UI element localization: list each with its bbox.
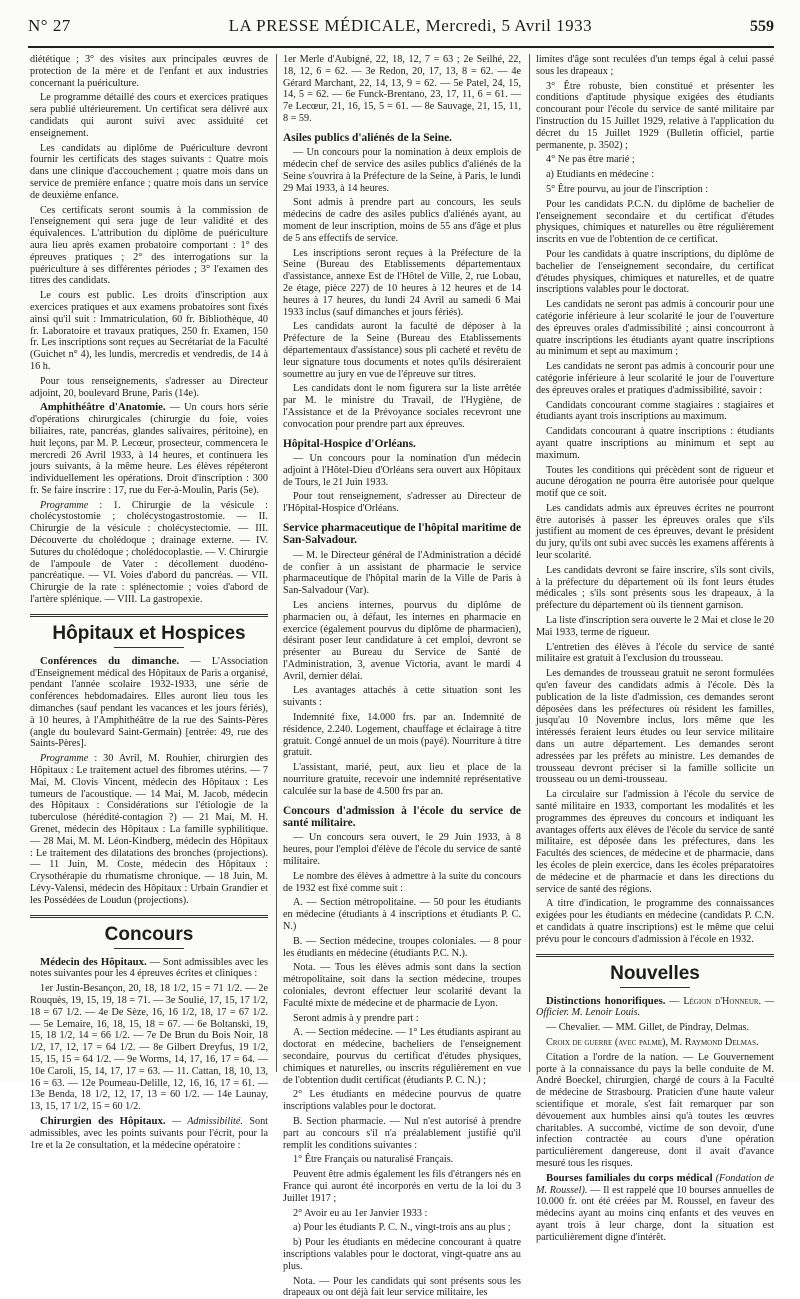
paragraph: — Un concours pour la nomination d'un médecin adjoint à l'Hôtel-Dieu d'Orléans sera ouvert aux Hôpitaux de Tours, le 21 Juin 1933.: [283, 452, 521, 488]
article-body: — L'Association d'Enseignement médical des Hôpitaux de Paris a organisé, pendant l'année scolaire 1932-1933, une série de conférences hebdomadaires. Elles auront lieu tous les dimanches (sauf pendant les vacances et les jours fériés), à 10 heures, à l'Amphithéâtre de la rue des Saints-Pères (angle du boulevard Saint-Germain) [entrée: 49, rue des Saints-Pères].: [30, 655, 268, 750]
paragraph: Indemnité fixe, 14.000 frs. par an. Indemnité de résidence, 2.240. Logement, chauffage et éclairage à titre gratuit. Congé annuel de un mois (payé). Nourriture à titre gratuit.: [283, 712, 521, 759]
paragraph: Peuvent être admis également les fils d'étrangers nés en France qui auront été incorporés en vertu de la loi du 3 Juillet 1917 ;: [283, 1169, 521, 1204]
distinction-citation: Citation a l'ordre de la nation. — Le Gouvernement porte à la connaissance du pays la belle conduite de M. André Boeckel, chirurgien, chargé de cours à la Faculté de médecine de Strasbourg. Praticien d'une haute valeur scientifique et morale, s'est fait remarquer par son dévouement aux humbles ainsi qu'à toutes les œuvres charitables. A succombé, victime de son devoir, d'une infection contractée au cours d'une opération particulièrement dangereuse, dont il avait d'avance mesuré tous les risques.: [536, 1051, 774, 1169]
article-subheading: — Légion d'Honneur.: [669, 995, 762, 1007]
paragraph: a) Pour les étudiants P. C. N., vingt-trois ans au plus ;: [293, 1222, 511, 1234]
article-distinctions: [536, 996, 774, 1020]
paragraph: b) Pour les étudiants en médecine concourant à quatre inscriptions valables pour le doctorat, vingt-quatre ans au plus.: [283, 1237, 521, 1272]
paragraph: 3° Être robuste, bien constitué et présenter les conditions d'aptitude physique exigées des étudiants concourant pour l'école du service de santé militaire par l'instruction du 15 Juillet 1929, relative à l'application du décret du 15 Juillet 1929 (Bulletin officiel, partie permanente, p. 3502) ;: [536, 80, 774, 151]
distinction-officier: — Officier. M. Lenoir Louis.: [536, 995, 774, 1019]
article-body: Sont admissibles, avec les points suivants pour l'écrit, pour la 1re et la 2e consultation, et la médecine opératoire :: [30, 1115, 269, 1151]
paragraph: A. — Section métropolitaine. — 50 pour les étudiants en médecine (étudiants à 4 inscriptions et étudiants P. C. N.): [283, 897, 521, 933]
paragraph: La liste d'inscription sera ouverte le 2 Mai et close le 20 Mai 1933, terme de rigueur.: [536, 615, 774, 638]
paragraph: Candidats concourant comme stagiaires : stagiaires et étudiants ayant trois inscriptions au maximum.: [536, 399, 774, 423]
paragraph: Candidats concourant à quatre inscriptions : étudiants ayant quatre inscriptions au minimum et sept au maximum.: [536, 426, 774, 461]
paragraph: Le cours est public. Les droits d'inscription aux exercices pratiques et aux examens probatoires sont fixés ainsi qu'il suit : Immatriculation, 60 fr. Bibliothèque, 40 fr. Laboratoire et travaux pratiques, 250 fr. Examen, 150 fr. Les inscriptions sont reçues au Secrétariat de la Faculté (Guichet n° 4), les lundis, mercredis et vendredis, de 14 à 16 h.: [30, 290, 268, 372]
paragraph: A titre d'indication, le programme des connaissances exigées pour les étudiants en médecine (candidats P. C.N. et candidats à quatre inscriptions) est le même que celui prévu pour le concours d'admission à l'école en 1932.: [536, 898, 774, 945]
column-right: [536, 54, 775, 1243]
paragraph: L'entretien des élèves à l'école du service de santé militaire est gratuit à l'exclusion du trousseau.: [536, 641, 774, 665]
section-divider: [30, 614, 268, 617]
programme-label: Programme: [40, 753, 89, 765]
paragraph: Les candidats au diplôme de Puériculture devront fournir les certificats des stages suivants : Quatre mois dans une clinique d'accouchement ; quatre mois dans un service de première enfance ; quatre mois dans un service de deuxième enfance.: [30, 142, 268, 201]
article-subheading: (Fondation de M. Roussel).: [536, 1172, 774, 1196]
paragraph: 4° Ne pas être marié ;: [546, 154, 635, 166]
paragraph: Nota. — Pour les candidats qui sont présents sous les drapeaux ou ont déjà fait leur service militaire, les: [283, 1275, 521, 1299]
section-divider: [30, 915, 268, 918]
paragraph: 2° Avoir eu au 1er Janvier 1933 :: [293, 1207, 428, 1219]
section-title-underline: [620, 987, 690, 988]
article-heading: Conférences du dimanche.: [40, 654, 180, 667]
paragraph: Le programme détaillé des cours et exercices pratiques sera publié ultérieurement. Un certificat sera délivré aux candidats qui auront suivi avec assiduité cet enseignement.: [30, 92, 268, 139]
column-divider: [276, 54, 277, 1072]
article-bourses: [536, 1173, 774, 1244]
paragraph: Les candidats ne seront pas admis à concourir pour une catégorie inférieure à leur scolarité le jour de l'ouverture des épreuves orales d'admissibilité ; ainsi concourront à quatre inscriptions les étudiants ayant quatre inscriptions au minimum et sept au maximum ;: [536, 299, 774, 358]
column-left: [30, 54, 269, 1151]
paragraph: Nota. — Tous les élèves admis sont dans la section métropolitaine, soit dans la section médecine, troupes coloniales, devront effectuer leur scolarité devant la Faculté mixte de médecine et de pharmacie de Lyon.: [283, 962, 521, 1009]
paragraph: Les avantages attachés à cette situation sont les suivants :: [283, 685, 521, 709]
paragraph: — Un concours sera ouvert, le 29 Juin 1933, à 8 heures, pour l'emploi d'élève de l'école du service de santé militaire.: [283, 832, 521, 868]
page-number: 559: [749, 18, 774, 35]
paragraph: Pour les candidats à quatre inscriptions, du diplôme de bachelier de l'enseignement secondaire, du certificat d'études physiques, chimiques et naturelles, et de quatre inscriptions valables pour le doctorat.: [536, 248, 774, 296]
paragraph: 1° Être Français ou naturalisé Français.: [293, 1154, 454, 1166]
article-heading: Chirurgien des Hôpitaux.: [40, 1114, 166, 1127]
programme-label: Programme: [40, 499, 89, 511]
article-body: — Un cours hors série d'opérations chirurgicales (chirurgie du foie, voies biliaires, rate, pancréas, glandes salivaires, péritoine), en huit leçons, par M. P. Lecœur, prosecteur, commencera le mercredi 26 Avril 1933, à 14 heures, et continuera les jours suivants, à la même heure. Les élèves répéteront individuellement les opérations. Droit d'inscription : 300 fr. Se faire inscrire : 17, rue du Fer-à-Moulin, Paris (5e).: [30, 402, 269, 496]
article-heading: Médecin des Hôpitaux.: [40, 955, 147, 968]
column-divider: [529, 54, 530, 1072]
results-list: 1er Merle d'Aubigné, 22, 18, 12, 7 = 63 ; 2e Seilhé, 22, 18, 12, 6 = 62. — 3e Redon, 20, 17, 13, 8 = 62. — 4e Gérard Marchant, 22, 14, 13, 9 = 62. — 5e Patel, 24, 15, 14, 5 = 62. — 6e Funck-Brentano, 23, 17, 11, 6 = 61. — 7e Lecœur, 21, 16, 15, 5 = 61. — 8e Sauvage, 21, 15, 11, 8 = 59.: [283, 54, 521, 124]
article-heading: Concours d'admission à l'école du service de santé militaire.: [283, 804, 521, 830]
paragraph: Ces certificats seront soumis à la commission de l'enseignement qui sera juge de leur validité et des équivalences. L'attribution du diplôme de puériculture aura lieu après examen probatoire comportant : 1° des épreuves pratiques ; 2° des interrogations sur la puériculture à ses différentes périodes ; 3° l'examen des titres des candidats.: [30, 204, 268, 287]
paragraph: Le nombre des élèves à admettre à la suite du concours de 1932 est fixé comme suit :: [283, 870, 521, 894]
distinction-croix: Croix de guerre (avec palme), M. Raymond Delmas.: [546, 1036, 759, 1048]
article-body: — Sont admissibles avec les notes suivantes pour les 4 épreuves écrites et cliniques :: [30, 956, 269, 980]
article-chirurgien-hopitaux: [30, 1116, 268, 1151]
paragraph: Les candidats admis aux épreuves écrites ne pourront être autorisés à passer les épreuves orales que s'ils justifient au moment de ces épreuves, devant le président du jury, qu'ils ont subi avec succès les examens afférents à leur scolarité.: [536, 502, 774, 562]
paragraph: B. — Section médecine, troupes coloniales. — 8 pour les étudiants en médecine (étudiants P.C. N.).: [283, 935, 521, 959]
paragraph: diététique ; 3° des visites aux principales œuvres de protection de la mère et de l'enfant et aux industries concernant la puériculture.: [30, 54, 268, 89]
paragraph: A. — Section médecine. — 1° Les étudiants aspirant au doctorat en médecine, bacheliers de l'enseignement secondaire, pourvus du certificat d'études physiques, chimiques et naturelles, ou inscrits régulièrement en vue de l'obtention dudit certificat (étudiants P. C. N.) ;: [283, 1027, 521, 1086]
article-subheading: — Admissibilité.: [171, 1115, 243, 1127]
article-body: — Il est rappelé que 10 bourses annuelles de 10.000 fr. ont été créées par M. Roussel, en faveur des médecins ayant au moins cinq enfants et des veuves en ayant trois à leur charge, dont la situation est particulièrement digne d'intérêt.: [536, 1184, 775, 1243]
section-title-concours: Concours: [104, 923, 194, 945]
article-programme: [30, 500, 268, 606]
section-title-underline: [114, 948, 184, 949]
section-divider: [536, 954, 774, 957]
paragraph: Les demandes de trousseau gratuit ne seront formulées qu'en faveur des candidats admis à l'école. Dès la publication de la liste d'admission, ces demandes seront déposées dans les préfectures où résident les familles, jusqu'au 10 Novembre inclus, lors même que les intéressés feraient leurs études ou leur service militaire dans un autre département. Les demandes seront adressées par les préfets au ministre. Les demandes de trousseau devront préciser si la famille sollicite un trousseau ou un demi-trousseau.: [536, 668, 774, 786]
article-programme: [30, 753, 268, 906]
paragraph: Les candidats ne seront pas admis à concourir pour une catégorie inférieure à leur scolarité le jour de l'ouverture des épreuves orales et pratiques d'admissibilité, savoir :: [536, 361, 774, 396]
issue-number: N° 27: [28, 16, 71, 35]
article-heading: Hôpital-Hospice d'Orléans.: [283, 437, 416, 450]
article-amphitheatre: [30, 402, 268, 496]
article-conferences: [30, 656, 268, 750]
section-title-underline: [114, 647, 184, 648]
paragraph: Pour tout renseignement, s'adresser au Directeur de l'Hôpital-Hospice d'Orléans.: [283, 491, 521, 515]
paragraph: Les inscriptions seront reçues à la Préfecture de la Seine (Bureau des Etablissements départementaux d'assistance, annexe Est de l'Hôtel de Ville, 2, rue Lobau, 2e étage, pièce 227) de 10 heures à 12 heures et de 14 heures à 17 heures, du lundi 24 Avril au samedi 6 Mai 1933 inclus (sauf dimanches et jours fériés).: [283, 247, 521, 318]
paragraph: a) Etudiants en médecine :: [546, 169, 655, 181]
paragraph: Seront admis à y prendre part :: [293, 1012, 419, 1024]
paragraph: — Un concours pour la nomination à deux emplois de médecin chef de service des asiles publics d'aliénés de la Seine s'ouvrira à la Préfecture de la Seine, à Paris, le lundi 29 Mai 1933, à 14 heures.: [283, 147, 521, 194]
paragraph: Pour tous renseignements, s'adresser au Directeur adjoint, 20, boulevard Brune, Paris (14e).: [30, 375, 268, 399]
paragraph: Les candidats auront la faculté de déposer à la Préfecture de la Seine (Bureau des Etablissements départementaux d'assistance) sous pli cacheté et revêtu de leur signature tous documents et notes qu'ils désireraient soumettre au jury en vue de l'épreuve sur titres.: [283, 321, 521, 380]
results-list: 1er Justin-Besançon, 20, 18, 18 1/2, 15 = 71 1/2. — 2e Rouquès, 19, 15, 19, 18 = 71. — 3e Soulié, 17, 15, 17 1/2, 18 = 67 1/2. — 4e De Sèze, 16, 16 1/2, 18, 17 = 67 1/2. — 5e Lemaire, 16, 18, 15, 18 = 67. — 6e Boltanski, 19, 15, 18 1/2, 14 = 66 1/2. — 7e De Brun du Bois Noir, 18 1/2, 17, 12, 17 = 64 1/2. — 8e Gilbert Dreyfus, 19 1/2, 15, 15, 15 = 64 1/2. — 9e Worms, 14, 17, 16, 17 = 64. — 10e Caroli, 15, 14, 17, 17 = 63. — 11. Cattan, 18, 10, 13, 16 = 63. — 12e Poumeau-Delille, 12, 16, 16, 17 = 61. — 13e Benda, 18 1/2, 12, 17, 13 = 60 1/2. — 14e Launay, 13, 15, 17 1/2, 15 = 60 1/2.: [30, 983, 268, 1113]
article-heading: Asiles publics d'aliénés de la Seine.: [283, 131, 452, 144]
paragraph: limites d'âge sont reculées d'un temps égal à celui passé sous les drapeaux ;: [536, 54, 774, 77]
section-title-nouvelles: Nouvelles: [610, 962, 700, 984]
page-header: [28, 16, 774, 48]
paragraph: — M. le Directeur général de l'Administration a décidé de confier à un assistant de pharmacie le service pharmaceutique de l'hôpital marin de la Ville de Paris à San-Salvadour (Var).: [283, 549, 521, 597]
section-title-hopitaux: Hôpitaux et Hospices: [52, 622, 246, 644]
article-heading: Distinctions honorifiques.: [546, 994, 666, 1007]
paragraph: L'assistant, marié, peut, aux lieu et place de la nourriture gratuite, recevoir une indemnité représentative calculée sur la base de 4.500 frs par an.: [283, 762, 521, 797]
paragraph: Toutes les conditions qui précèdent sont de rigueur et aucune dérogation ne pourra être autorisée pour quelque motif que ce soit.: [536, 464, 774, 500]
paragraph: 5° Être pourvu, au jour de l'inscription :: [546, 183, 709, 195]
distinction-chevalier: — Chevalier. — MM. Gillet, de Pindray, Delmas.: [546, 1022, 750, 1034]
paragraph: 2° Les étudiants en médecine pourvus de quatre inscriptions valables pour le doctorat.: [283, 1089, 521, 1113]
paragraph: Pour les candidats P.C.N. du diplôme de bachelier de l'enseignement secondaire et du certificat d'études physiques, chimiques et naturelles ou être régulièrement inscrits en vue de l'obtention de ce certificat.: [536, 198, 774, 246]
article-heading: Bourses familiales du corps médical: [546, 1171, 713, 1184]
column-middle: [283, 54, 521, 1299]
paragraph: Les candidats dont le nom figurera sur la liste arrêtée par M. le ministre du Travail, de l'Hygiène, de l'Assistance et de la Prévoyance sociales recevront une convocation pour prendre part aux épreuves.: [283, 383, 521, 430]
article-medecin-hopitaux: [30, 957, 268, 981]
paragraph: Les candidats devront se faire inscrire, s'ils sont civils, à la préfecture du département où ils font leurs études médicales ; s'ils sont présents sous les drapeaux, à la préfecture du département où ils tiennent garnison.: [536, 564, 774, 612]
paragraph: Les anciens internes, pourvus du diplôme de pharmacien ou, à défaut, les internes en pharmacie en exercice (également pourvus du diplôme de pharmacien), désirant poser leur candidature à cet emploi, devront se présenter au Bureau du Service de Santé de l'Administration, 3, avenue Victoria, avant le mardi 4 Avril, dernier délai.: [283, 599, 521, 682]
paragraph: Sont admis à prendre part au concours, les seuls médecins de cadre des asiles publics d'aliénés ayant, au moment de leur inscription, moins de 55 ans d'âge et plus de 5 ans effectifs de service.: [283, 197, 521, 244]
article-heading: Amphithéâtre d'Anatomie.: [40, 401, 166, 414]
programme-body: : 1. Chirurgie de la vésicule : cholécystostomie ; cholécystogastrostomie. — II. Chirurgie de la vésicule : cholécystectomie. — III. Découverte du cholédoque ; drainage externe. — IV. Sutures du cholédoque ; cholédocoplastie. — V. Chirurgie de l'ampoule de Vater : décollement duodéno-pancréatique. — VI. Voies d'abord du pancréas. — VII. Chirurgie de la rate : splénectomie ; voies d'abord de l'artère splénique. — VIII. La gastropexie.: [30, 499, 268, 606]
journal-title-date: LA PRESSE MÉDICALE, Mercredi, 5 Avril 1933: [228, 16, 593, 35]
article-heading: Service pharmaceutique de l'hôpital maritime de San-Salvadour.: [283, 521, 521, 547]
paragraph: B. Section pharmacie. — Nul n'est autorisé à prendre part au concours s'il n'a préalablement justifié qu'il remplit les conditions suivantes :: [283, 1116, 521, 1151]
programme-body: : 30 Avril, M. Rouhier, chirurgien des Hôpitaux : Le traitement actuel des fibromes utérins. — 7 Mai, M. Clovis Vincent, médecin des Hôpitaux : Les tumeurs de l'acoustique. — 14 Mai, M. Jacob, médecin des Hôpitaux : Considérations sur l'étiologie de la tuberculose (hérédité-contagion ?) — 21 Mai, M. H. Grenet, médecin des Hôpitaux : La famille syphilitique. — 28 Mai, M. M. Léon-Kindberg, médecin des Hôpitaux : Le traitement des dilatations des bronches (projections). — 11 Juin, M. Coste, médecin des Hôpitaux : Crysothérapie du rhumatisme chronique. — 18 Juin, M. Lévy-Valensi, médecin des Hôpitaux : Urbain Grandier et les Possédées de Loudun (projections).: [30, 753, 269, 906]
paragraph: La circulaire sur l'admission à l'école du service de santé militaire en 1933, comportant les modalités et les programmes des épreuves du concours et indiquant les avantages offerts aux élèves de l'école du service de santé militaire, est déposée dans les préfectures, dans les Facultés des sciences, de médecine et de pharmacie, dans les écoles de plein exercice, dans les écoles préparatoires de médecine et de pharmacie et dans les directions du service de santé des régions.: [536, 789, 774, 895]
